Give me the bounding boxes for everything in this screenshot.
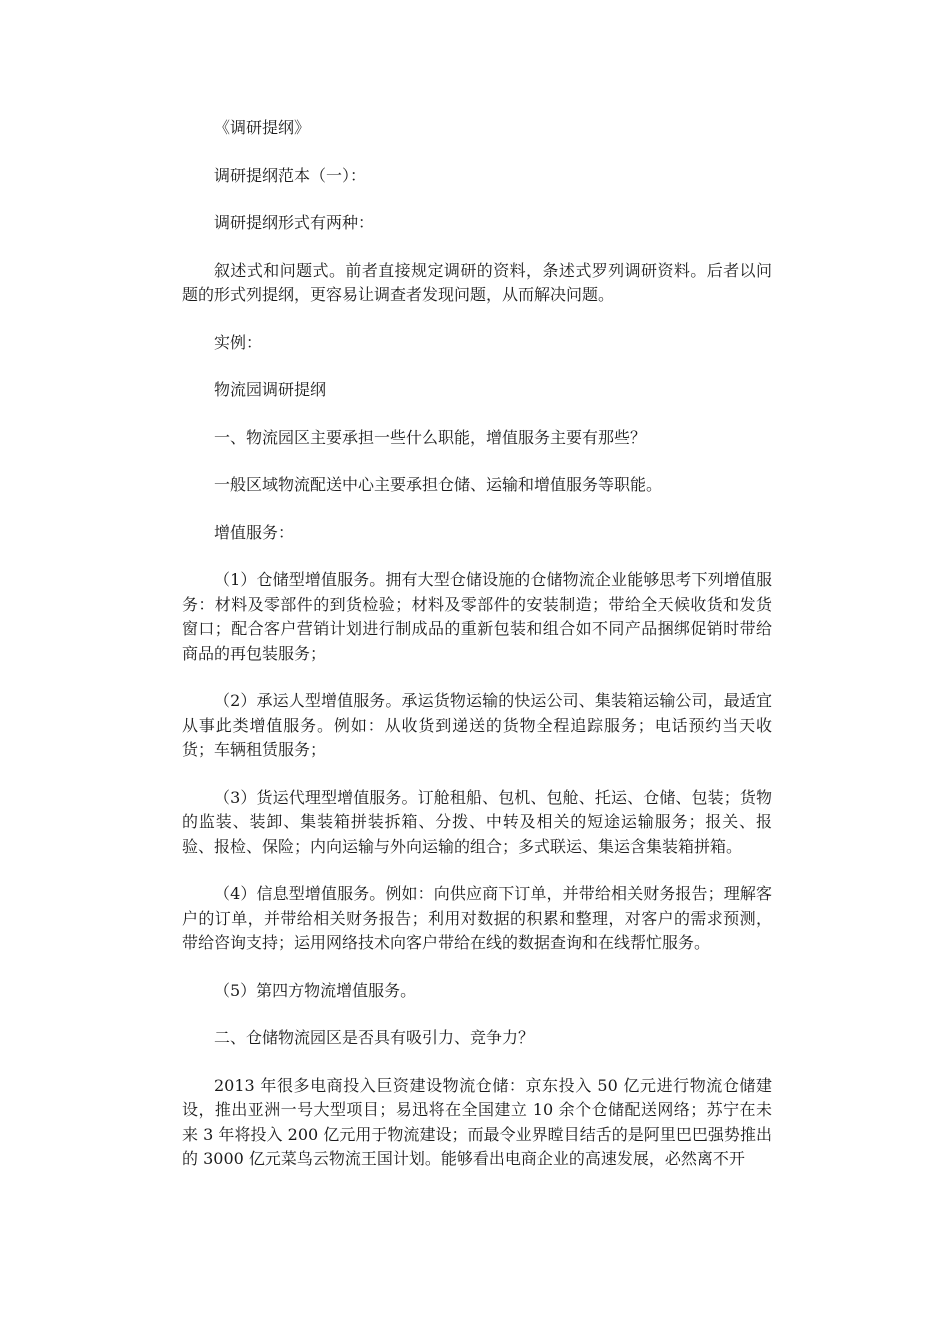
paragraph: 增值服务： [214,522,295,542]
question-heading: 一、物流园区主要承担一些什么职能，增值服务主要有那些？ [214,427,647,447]
list-item: （3）货运代理型增值服务。订舱租船、包机、包舱、托运、仓储、包装；货物的监装、装卸、集装箱拼装拆箱、分拨、中转及相关的短途运输服务；报关、报验、报检、保险；内向运输与外向运输的组合；多式联运、集运含集装箱拼箱。 [182,787,772,856]
document-title: 《调研提纲》 [214,118,311,137]
paragraph: 叙述式和问题式。前者直接规定调研的资料，条述式罗列调研资料。后者以问题的形式列提纲，更容易让调查者发现问题，从而解决问题。 [182,260,772,304]
list-item: （4）信息型增值服务。例如：向供应商下订单，并带给相关财务报告；理解客户的订单，并带给相关财务报告；利用对数据的积累和整理，对客户的需求预测，带给咨询支持；运用网络技术向客户带给在线的数据查询和在线帮忙服务。 [182,884,772,952]
paragraph: 实例： [214,332,263,352]
list-item: （1）仓储型增值服务。拥有大型仓储设施的仓储物流企业能够思考下列增值服务：材料及零部件的到货检验；材料及零部件的安装制造；带给全天候收货和发货窗口；配合客户营销计划进行制成品的重新包装和组合如不同产品捆绑促销时带给商品的再包装服务； [182,570,772,663]
paragraph: 2013 年很多电商投入巨资建设物流仓储：京东投入 50 亿元进行物流仓储建设，推出亚洲一号大型项目；易迅将在全国建立 10 余个仓储配送网络；苏宁在未来 3 年将投入 200 亿元用于物流建设；而最令业界瞠目结舌的是阿里巴巴强势推出的 3000 亿元菜鸟云物流王国计划。能够看出电商企业的高速发展，必然离不开 [182,1075,772,1168]
document-body [182,116,772,1195]
question-heading: 二、仓储物流园区是否具有吸引力、竞争力？ [214,1028,535,1047]
paragraph: 调研提纲形式有两种： [214,213,375,232]
paragraph: 一般区域物流配送中心主要承担仓储、运输和增值服务等职能。 [214,475,663,494]
template-heading: 调研提纲范本（一）： [214,165,367,185]
section-title: 物流园调研提纲 [214,380,327,399]
list-item: （5）第四方物流增值服务。 [214,980,417,1000]
list-item: （2）承运人型增值服务。承运货物运输的快运公司、集装箱运输公司，最适宜从事此类增值服务。例如：从收货到递送的货物全程追踪服务；电话预约当天收货；车辆租赁服务； [182,691,772,759]
